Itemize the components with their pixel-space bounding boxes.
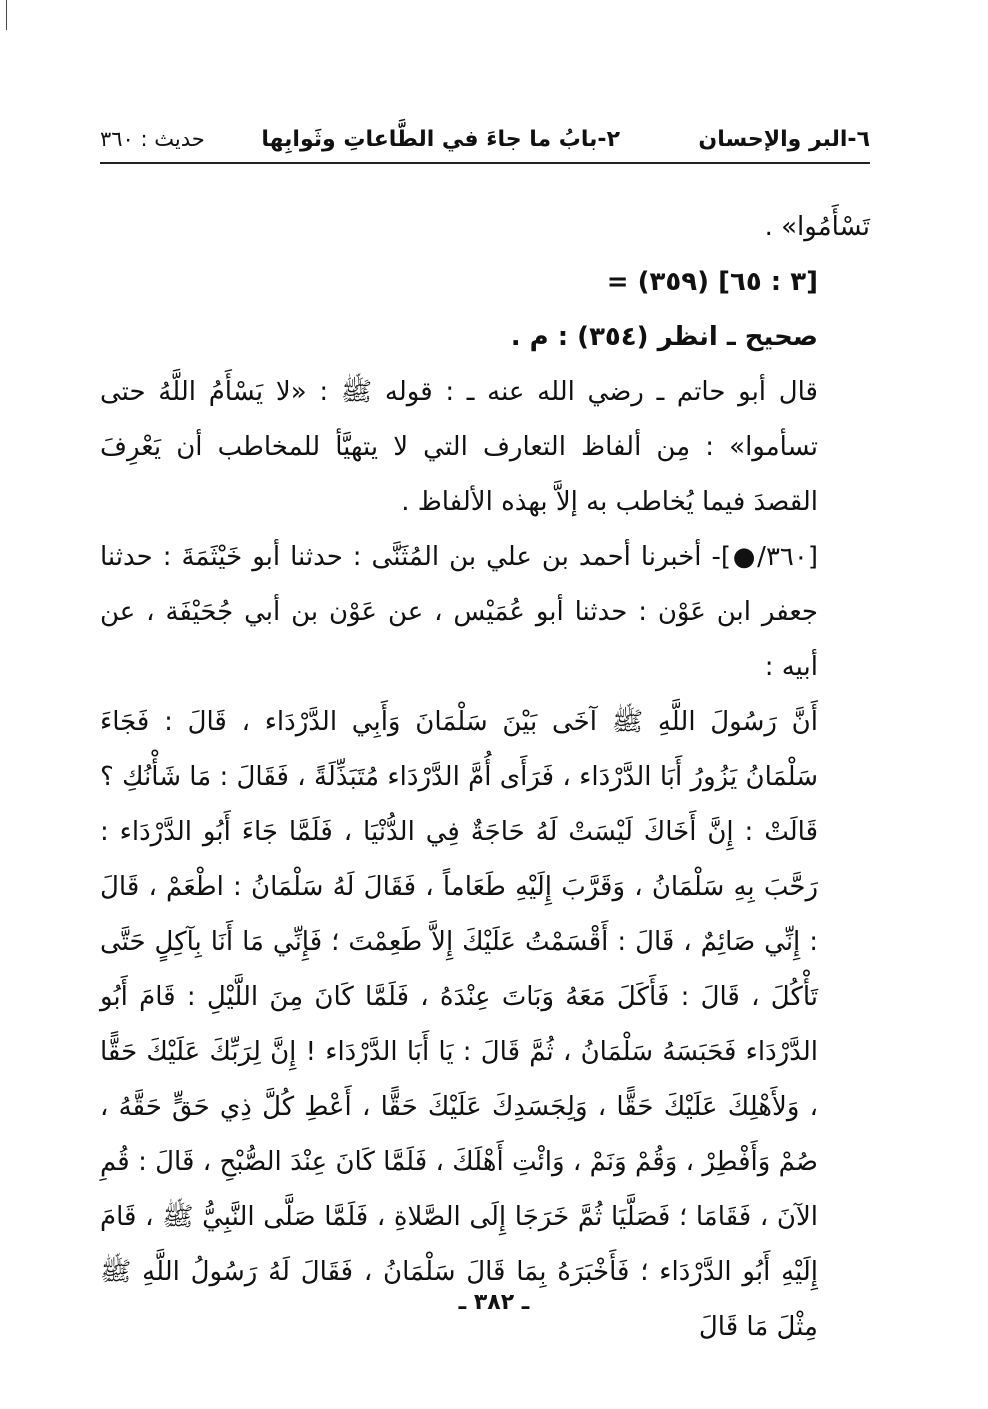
isnad: [٣٦٠/●]- أخبرنا أحمد بن علي بن المُثَنَّى : حدثنا أبو خَيْثَمَةَ : حدثنا جعفر ابن عَوْن : حدثنا أبو عُمَيْس ، عن عَوْن بن أبي جُحَيْفَة ، عن أبيه : — [100, 542, 818, 682]
header-rule — [100, 162, 870, 164]
page-body — [100, 200, 870, 1355]
scan-edge-line — [6, 0, 7, 30]
page-header — [100, 123, 870, 163]
section-title: ٢-بابُ ما جاءَ في الطَّاعاتِ وثَوابِها — [261, 127, 620, 152]
commentary: قال أبو حاتم ـ رضي الله عنه ـ : قوله ﷺ : «لا يَسْأَمُ اللَّهُ حتى تسأموا» : مِن ألفاظ التعارف التي لا يتهيَّأ للمخاطب أن يَعْرِفَ القصدَ فيما يُخاطب به إلاَّ بهذه الألفاظ . — [100, 377, 818, 517]
cross-reference: = (٣٥٩) [٣ : ٦٥] — [606, 267, 818, 297]
page-number: ـ ٣٨٢ ـ — [458, 1290, 530, 1315]
grading: صحيح ـ انظر (٣٥٤) : م . — [510, 322, 818, 352]
continued-line: تَسْأَمُوا» . — [764, 212, 870, 242]
hadith-text: أَنَّ رَسُولَ اللَّهِ ﷺ آخَى بَيْنَ سَلْمَانَ وَأَبِي الدَّرْدَاء ، قَالَ : فَجَاءَ سَلْمَانُ يَزُورُ أَبَا الدَّرْدَاء ، فَرَأَى أُمَّ الدَّرْدَاء مُتَبَذِّلَةً ، فَقَالَ : مَا شَأْنُكِ ؟ قَالَتْ : إِنَّ أَخَاكَ لَيْسَتْ لَهُ حَاجَةٌ فِي الدُّنْيَا ، فَلَمَّا جَاءَ أَبُو الدَّرْدَاء : رَحَّبَ بِهِ سَلْمَانُ ، وَقَرَّبَ إِلَيْهِ طَعَاماً ، فَقَالَ لَهُ سَلْمَانُ : اطْعَمْ ، قَالَ : إِنِّي صَائِمٌ ، قَالَ : أَقْسَمْتُ عَلَيْكَ إِلاَّ طَعِمْتَ ؛ فَإِنِّي مَا أَنَا بِآكِلٍ حَتَّى تَأْكُلَ ، قَالَ : فَأَكَلَ مَعَهُ وَبَاتَ عِنْدَهُ ، فَلَمَّا كَانَ مِنَ اللَّيْلِ : قَامَ أَبُو الدَّرْدَاء فَحَبَسَهُ سَلْمَانُ ، ثُمَّ قَالَ : يَا أَبَا الدَّرْدَاء ! إِنَّ لِرَبِّكَ عَلَيْكَ حَقًّا ، وَلأَهْلِكَ عَلَيْكَ حَقًّا ، وَلِجَسَدِكَ عَلَيْكَ حَقًّا ، أَعْطِ كُلَّ ذِي حَقٍّ حَقَّهُ ، صُمْ وَأَفْطِرْ ، وَقُمْ وَنَمْ ، وَائْتِ أَهْلَكَ ، فَلَمَّا كَانَ عِنْدَ الصُّبْحِ ، قَالَ : قُمِ الآنَ ، فَقَامَا ؛ فَصَلَّيَا ثُمَّ خَرَجَا إِلَى الصَّلاةِ ، فَلَمَّا صَلَّى النَّبِيُّ ﷺ ، قَامَ إِلَيْهِ أَبُو الدَّرْدَاء ؛ فَأَخْبَرَهُ بِمَا قَالَ سَلْمَانُ ، فَقَالَ لَهُ رَسُولُ اللَّهِ ﷺ مِثْلَ مَا قَالَ — [100, 707, 818, 1342]
chapter-title: ٦-البر والإحسان — [698, 127, 870, 152]
hadith-reference: حديث : ٣٦٠ — [100, 127, 205, 151]
